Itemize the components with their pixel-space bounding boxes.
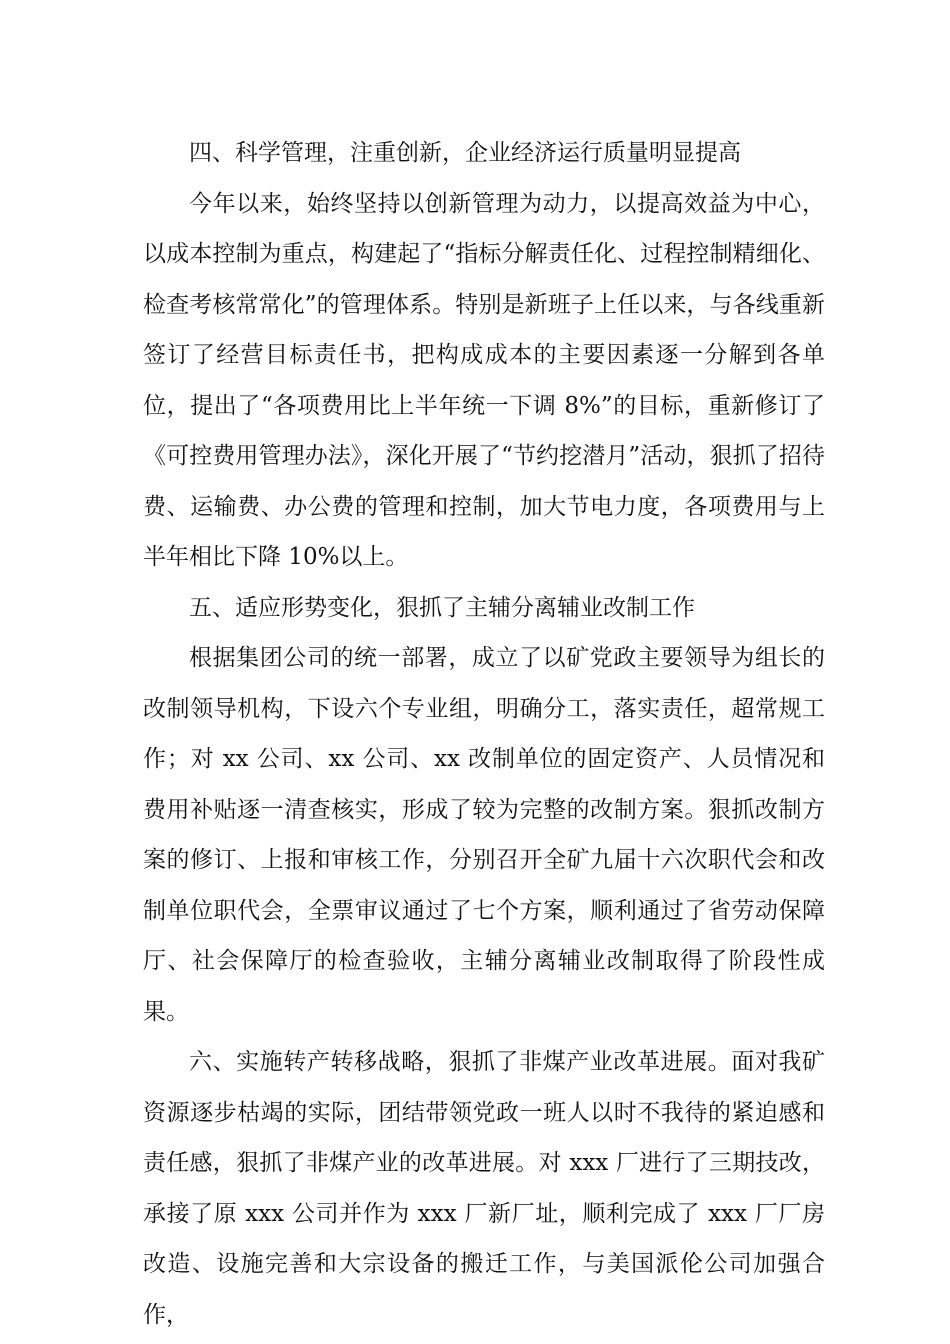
document-body [143,128,825,1340]
paragraph-cost-management: 今年以来，始终坚持以创新管理为动力，以提高效益为中心，以成本控制为重点，构建起了“指标分解责任化、过程控制精细化、检查考核常常化”的管理体系。特别是新班子上任以来，与各线重新签订了经营目标责任书，把构成成本的主要因素逐一分解到各单位，提出了“各项费用比上半年统一下调 8%”的目标，重新修订了《可控费用管理办法》，深化开展了“节约挖潜月”活动，狠抓了招待费、运输费、办公费的管理和控制，加大节电力度，各项费用与上半年相比下降 10%以上。 [143,190,825,570]
section-heading-five: 五、适应形势变化，狠抓了主辅分离辅业改制工作 [189,594,695,621]
paragraph-restructuring: 根据集团公司的统一部署，成立了以矿党政主要领导为组长的改制领导机构，下设六个专业组，明确分工，落实责任，超常规工作；对 xx 公司、xx 公司、xx 改制单位的固定资产、人员情况和费用补贴逐一清查核实，形成了较为完整的改制方案。狠抓改制方案的修订、上报和审核工作，分别召开全矿九届十六次职代会和改制单位职代会，全票审议通过了七个方案，顺利通过了省劳动保障厅、社会保障厅的检查验收，主辅分离辅业改制取得了阶段性成果。 [143,645,825,1025]
paragraph-section-six: 六、实施转产转移战略，狠抓了非煤产业改革进展。面对我矿资源逐步枯竭的实际，团结带领党政一班人以时不我待的紧迫感和责任感，狠抓了非煤产业的改革进展。对 xxx 厂进行了三期技改，承接了原 xxx 公司并作为 xxx 厂新厂址，顺利完成了 xxx 厂厂房改造、设施完善和大宗设备的搬迁工作，与美国派伦公司加强合作， [143,1049,825,1328]
section-heading-four: 四、科学管理，注重创新，企业经济运行质量明显提高 [189,140,741,166]
